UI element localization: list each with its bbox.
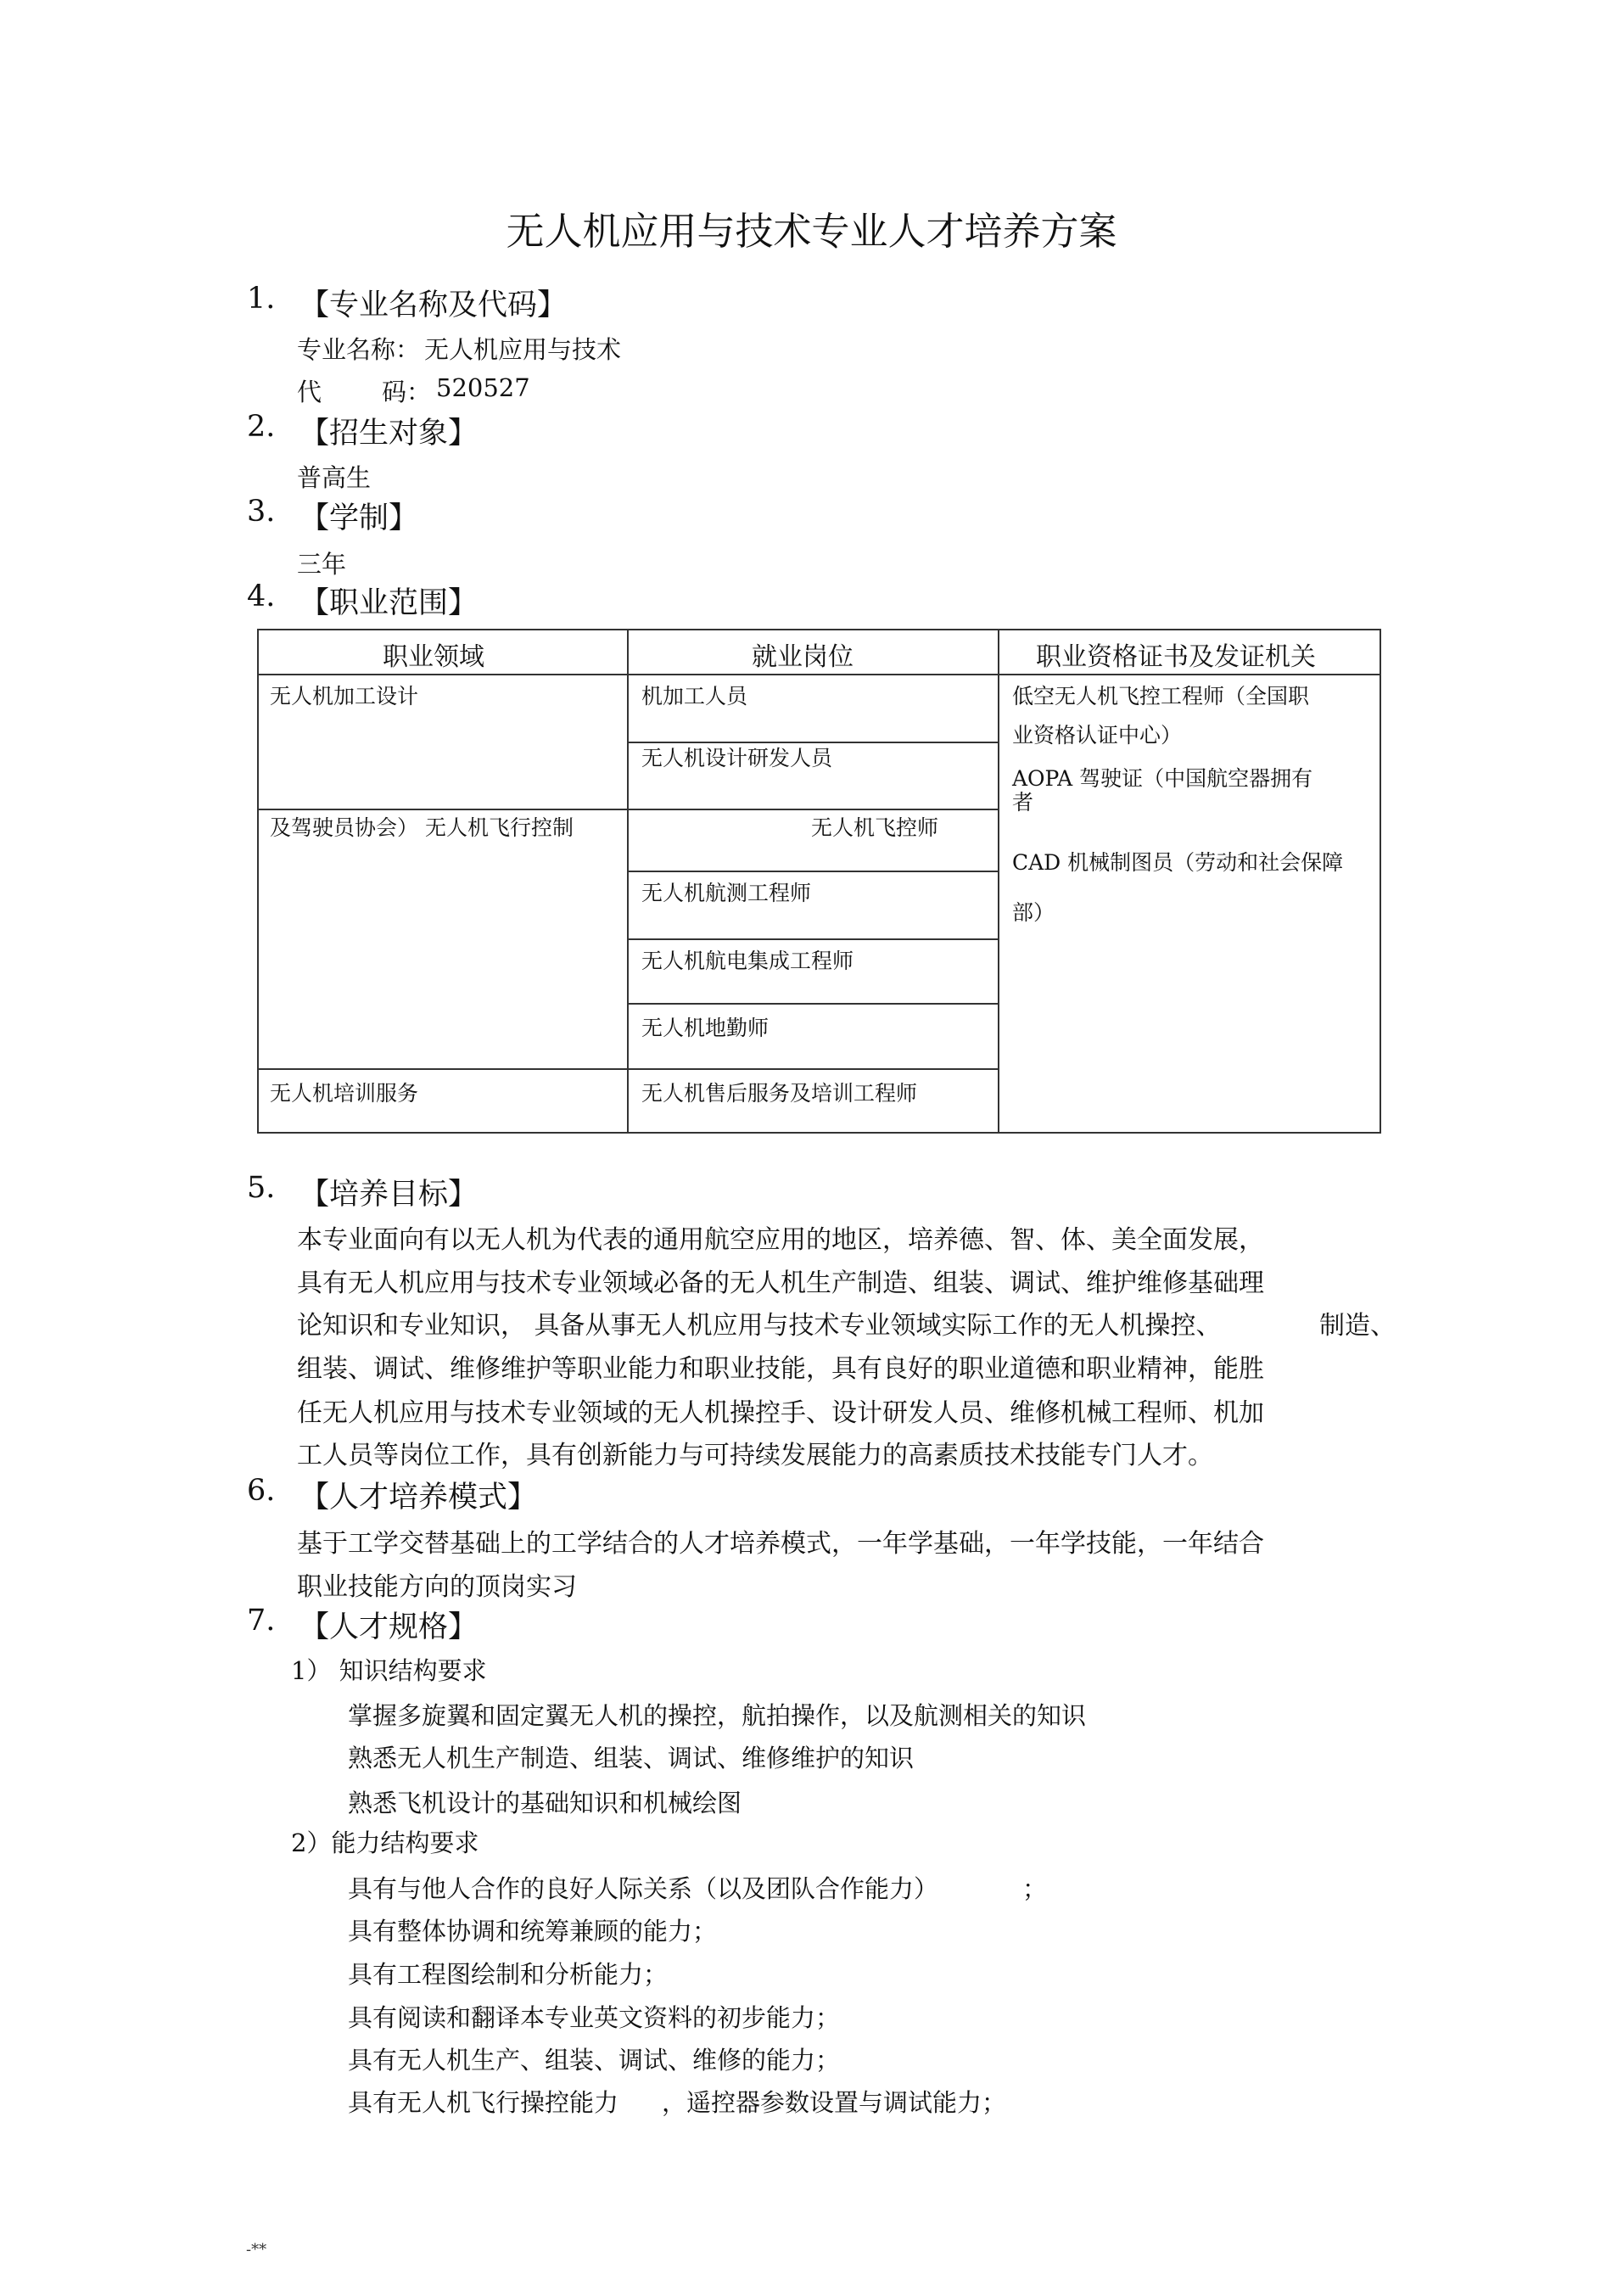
section-3-number: 3. <box>247 495 276 529</box>
goal-line-2: 具有无人机应用与技术专业领域必备的无人机生产制造、组装、调试、维护维修基础理 <box>297 1268 1264 1298</box>
enrollment-value: 普高生 <box>297 463 372 492</box>
table-border-bottom <box>257 1132 1381 1134</box>
table-field-1: 无人机加工设计 <box>270 684 419 708</box>
table-field-2: 及驾驶员协会） 无人机飞行控制 <box>270 815 574 840</box>
table-border-top <box>257 629 1381 630</box>
major-name-value: 无人机应用与技术 <box>424 335 622 364</box>
position-row-rule-5 <box>628 1003 999 1005</box>
major-code-label-2: 码： <box>382 378 432 406</box>
table-cert-line-1: 低空无人机飞控工程师（全国职 <box>1012 684 1310 708</box>
section-7-number: 7. <box>247 1604 276 1638</box>
knowledge-title: 1） 知识结构要求 <box>291 1656 487 1685</box>
ability-title: 2）能力结构要求 <box>291 1828 479 1857</box>
table-header-cert: 职业资格证书及发证机关 <box>1036 642 1316 672</box>
major-name-label: 专业名称： <box>297 335 421 364</box>
table-header-rule <box>257 674 1381 675</box>
table-position-1: 机加工人员 <box>641 684 748 708</box>
page-footer: -** <box>246 2241 267 2259</box>
ability-item-1-tail: ； <box>1022 1874 1048 1903</box>
section-6-number: 6. <box>247 1474 276 1508</box>
mode-line-1: 基于工学交替基础上的工学结合的人才培养模式，一年学基础，一年学技能，一年结合 <box>297 1529 1264 1559</box>
section-1-heading: 【专业名称及代码】 <box>299 288 568 322</box>
table-position-6: 无人机地勤师 <box>641 1016 770 1040</box>
mode-line-2: 职业技能方向的顶岗实习 <box>297 1572 577 1602</box>
major-code-label-1: 代 <box>297 378 322 406</box>
goal-line-5: 任无人机应用与技术专业领域的无人机操控手、设计研发人员、维修机械工程师、机加 <box>297 1398 1264 1428</box>
ability-item-6-tail: ，遥控器参数设置与调试能力； <box>662 2088 1007 2117</box>
goal-line-3-tail: 制造、 <box>1319 1311 1396 1341</box>
table-field-3: 无人机培训服务 <box>270 1081 419 1106</box>
table-cert-line-5: CAD 机械制图员（劳动和社会保障 <box>1012 850 1344 875</box>
ability-item-6: 具有无人机飞行操控能力 <box>348 2088 619 2117</box>
field-row-rule-1 <box>257 809 628 810</box>
section-4-number: 4. <box>247 580 276 613</box>
table-border-left <box>257 629 259 1134</box>
position-row-rule-3 <box>628 871 999 872</box>
goal-line-1: 本专业面向有以无人机为代表的通用航空应用的地区，培养德、智、体、美全面发展， <box>297 1225 1264 1255</box>
position-row-rule-6 <box>628 1068 999 1070</box>
table-header-position: 就业岗位 <box>752 642 853 672</box>
table-position-5: 无人机航电集成工程师 <box>641 949 854 973</box>
position-row-rule-2 <box>628 809 999 810</box>
document-title: 无人机应用与技术专业人才培养方案 <box>506 209 1117 254</box>
career-table <box>257 629 1381 1134</box>
knowledge-item-3: 熟悉飞机设计的基础知识和机械绘图 <box>348 1789 742 1817</box>
section-5-number: 5. <box>247 1171 276 1205</box>
duration-value: 三年 <box>297 550 347 579</box>
table-cert-line-2: 业资格认证中心） <box>1012 723 1183 748</box>
table-position-2: 无人机设计研发人员 <box>641 746 833 770</box>
table-cert-line-4: 者 <box>1012 790 1034 815</box>
section-5-heading: 【培养目标】 <box>299 1178 479 1212</box>
table-border-right <box>1380 629 1381 1134</box>
table-col-divider-2 <box>998 629 999 1134</box>
goal-line-6: 工人员等岗位工作，具有创新能力与可持续发展能力的高素质技术技能专门人才。 <box>297 1441 1213 1470</box>
field-row-rule-2 <box>257 1068 628 1070</box>
table-position-3: 无人机飞控师 <box>811 815 939 840</box>
table-cert-line-6: 部） <box>1012 900 1055 925</box>
table-col-divider-1 <box>627 629 629 1134</box>
table-header-field: 职业领域 <box>383 642 484 672</box>
goal-line-3: 论知识和专业知识， 具备从事无人机应用与技术专业领域实际工作的无人机操控、 <box>297 1311 1222 1341</box>
knowledge-item-1: 掌握多旋翼和固定翼无人机的操控，航拍操作，以及航测相关的知识 <box>348 1701 1087 1730</box>
table-position-4: 无人机航测工程师 <box>641 881 812 905</box>
ability-item-1: 具有与他人合作的良好人际关系（以及团队合作能力） <box>348 1874 939 1903</box>
major-code-value: 520527 <box>436 373 530 402</box>
knowledge-item-2: 熟悉无人机生产制造、组装、调试、维修维护的知识 <box>348 1744 915 1772</box>
section-3-heading: 【学制】 <box>299 501 419 535</box>
section-2-number: 2. <box>247 410 276 444</box>
section-7-heading: 【人才规格】 <box>299 1610 479 1644</box>
ability-item-5: 具有无人机生产、组装、调试、维修的能力； <box>348 2046 841 2075</box>
section-1-number: 1. <box>247 282 276 316</box>
ability-item-4: 具有阅读和翻译本专业英文资料的初步能力； <box>348 2003 841 2032</box>
position-row-rule-4 <box>628 938 999 940</box>
ability-item-2: 具有整体协调和统筹兼顾的能力； <box>348 1917 718 1946</box>
goal-line-4: 组装、调试、维修维护等职业能力和职业技能，具有良好的职业道德和职业精神，能胜 <box>297 1354 1264 1384</box>
section-4-heading: 【职业范围】 <box>299 586 479 620</box>
table-position-7: 无人机售后服务及培训工程师 <box>641 1081 918 1106</box>
table-cert-line-3: AOPA 驾驶证（中国航空器拥有 <box>1012 766 1313 791</box>
ability-item-3: 具有工程图绘制和分析能力； <box>348 1960 669 1989</box>
section-2-heading: 【招生对象】 <box>299 417 479 451</box>
section-6-heading: 【人才培养模式】 <box>299 1481 538 1515</box>
